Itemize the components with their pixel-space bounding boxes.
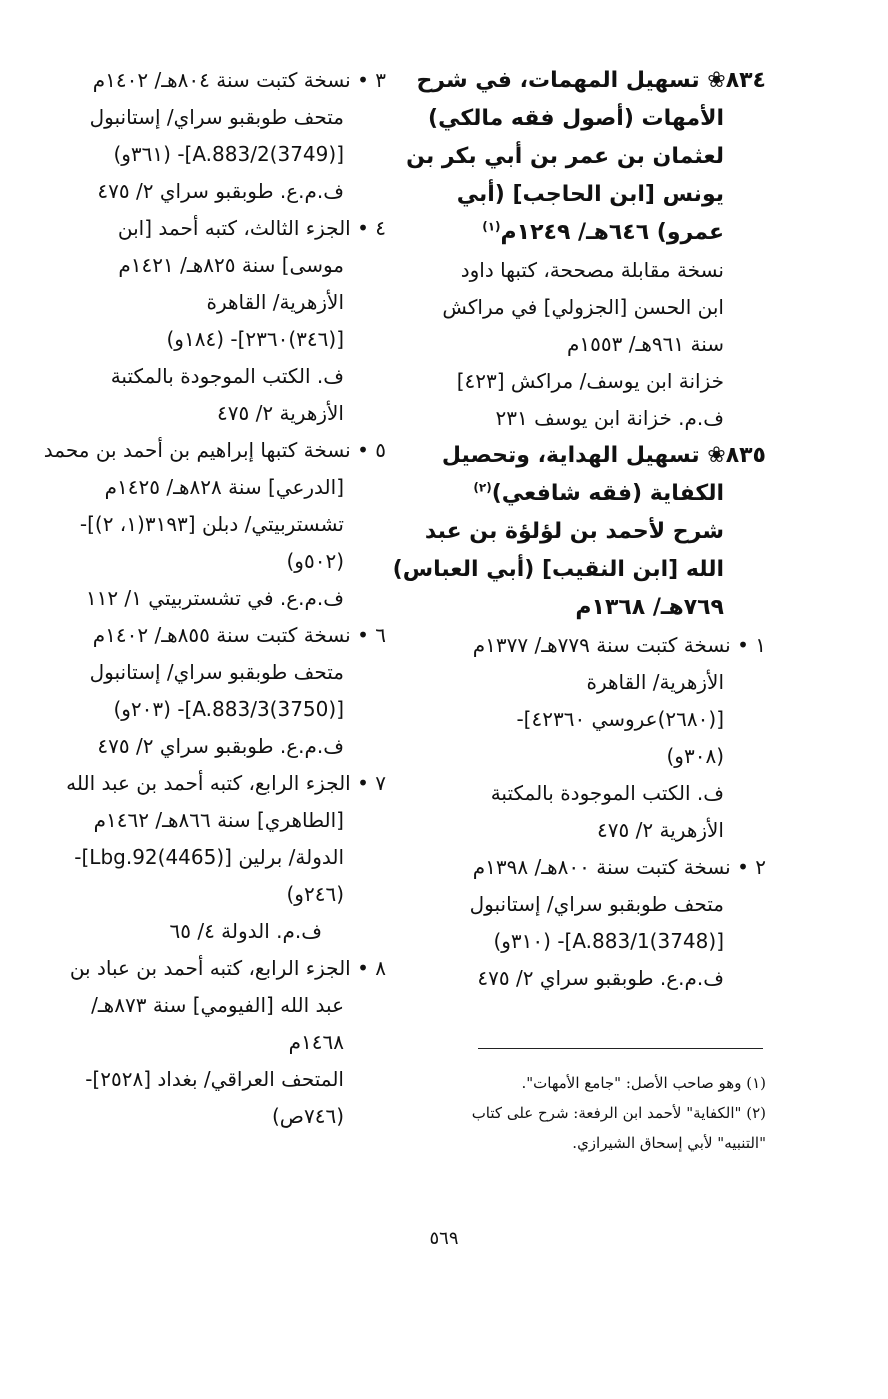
copy-line: موسى] سنة ٨٢٥هـ/ ١٤٢١م <box>118 253 344 277</box>
entry-835-copy-2 <box>440 849 766 997</box>
left-column <box>36 62 386 1135</box>
copy-6 <box>36 617 386 765</box>
entry-834-line-4: يونس [ابن الحاجب] (أبي <box>456 182 724 207</box>
footnote-ref-1: (١) <box>482 219 501 234</box>
copy-line: (٢٤٦و) <box>286 882 344 906</box>
copy-line: [(٢٦٨٠)عروسي ٤٢٣٦٠]- <box>516 707 724 731</box>
page-number: ٥٦٩ <box>429 1228 459 1249</box>
entry-834-copy-1 <box>440 252 766 437</box>
copy-line: الدولة/ برلين [(4465)Lbg.92]- <box>74 845 344 869</box>
footnote-1: (١) وهو صاحب الأصل: "جامع الأمهات". <box>521 1074 766 1092</box>
copy-line: [(3750)A.883/3]- (٢٠٣و) <box>113 697 344 721</box>
entry-835-line-1: ٨٣٥❀ تسهيل الهداية، وتحصيل <box>441 443 766 468</box>
copy-line: عبد الله [الفيومي] سنة ٨٧٣هـ/ <box>91 993 344 1017</box>
copy-line: (٣٠٨و) <box>666 744 724 768</box>
copy-line: ١٤٦٨م <box>288 1030 344 1054</box>
copy-line: ف.م. خزانة ابن يوسف ٢٣١ <box>495 406 724 430</box>
copy-line: المتحف العراقي/ بغداد [٢٥٢٨]- <box>85 1067 344 1091</box>
entry-834-line-1: ٨٣٤❀ تسهيل المهمات، في شرح <box>416 68 766 93</box>
copy-line: ٨ • الجزء الرابع، كتبه أحمد بن عباد بن <box>69 956 386 980</box>
entry-835 <box>392 437 766 627</box>
copy-line: [الدرعي] سنة ٨٢٨هـ/ ١٤٢٥م <box>104 475 344 499</box>
copy-line: ف. الكتب الموجودة بالمكتبة <box>490 781 724 805</box>
copy-line: ١ • نسخة كتبت سنة ٧٧٩هـ/ ١٣٧٧م <box>472 633 766 657</box>
copy-4 <box>36 210 386 432</box>
entry-835-line-5: ٧٦٩هـ/ ١٣٦٨م <box>575 595 724 620</box>
copy-line: تشستربيتي/ دبلن [٣١٩٣(١، ٢)]- <box>79 512 344 536</box>
copy-line: [(3749)A.883/2]- (٣٦١و) <box>113 142 344 166</box>
entry-834-line-3: لعثمان بن عمر بن أبي بكر بن <box>406 144 724 169</box>
copy-line: الأزهرية ٢/ ٤٧٥ <box>597 818 724 842</box>
entry-835-line-2: الكفاية (فقه شافعي)$^{(٢)}$ <box>473 480 724 506</box>
entry-834 <box>406 62 766 252</box>
copy-line: [الطاهري] سنة ٨٦٦هـ/ ١٤٦٢م <box>93 808 344 832</box>
copy-line: خزانة ابن يوسف/ مراكش [٤٢٣] <box>456 369 724 393</box>
copy-line: ٣ • نسخة كتبت سنة ٨٠٤هـ/ ١٤٠٢م <box>92 68 386 92</box>
copy-line: الأزهرية/ القاهرة <box>586 670 724 694</box>
copy-line: متحف طوبقبو سراي/ إستانبول <box>469 892 724 916</box>
copy-7 <box>36 765 386 950</box>
copy-line: (٧٤٦ص) <box>271 1104 344 1128</box>
copy-line: ٦ • نسخة كتبت سنة ٨٥٥هـ/ ١٤٠٢م <box>92 623 386 647</box>
copy-3 <box>36 62 386 210</box>
copy-line: ف.م.ع. في تشستربيتي ١/ ١١٢ <box>85 586 344 610</box>
copy-5 <box>36 432 386 617</box>
copy-line: الأزهرية/ القاهرة <box>206 290 344 314</box>
copy-line: ف. الكتب الموجودة بالمكتبة <box>110 364 344 388</box>
footnotes <box>440 1068 766 1158</box>
copy-line: ٤ • الجزء الثالث، كتبه أحمد [ابن <box>117 216 386 240</box>
copy-line: ف.م.ع. طوبقبو سراي ٢/ ٤٧٥ <box>477 966 724 990</box>
copy-line: ابن الحسن [الجزولي] في مراكش <box>442 295 724 319</box>
copy-line: نسخة مقابلة مصححة، كتبها داود <box>460 258 724 282</box>
copy-line: سنة ٩٦١هـ/ ١٥٥٣م <box>567 332 724 356</box>
copy-line: ٧ • الجزء الرابع، كتبه أحمد بن عبد الله <box>66 771 386 795</box>
footnote-ref-2: (٢) <box>473 480 492 495</box>
copy-line: (٥٠٢و) <box>286 549 344 573</box>
entry-835-line-4: الله [ابن النقيب] (أبي العباس) <box>392 557 724 582</box>
copy-line: ف.م.ع. طوبقبو سراي ٢/ ٤٧٥ <box>97 179 344 203</box>
copy-line: ٥ • نسخة كتبها إبراهيم بن أحمد بن محمد <box>43 438 386 462</box>
footnote-divider <box>478 1048 763 1049</box>
footnote-2: (٢) "الكفاية" لأحمد ابن الرفعة: شرح على كتاب <box>471 1104 766 1122</box>
entry-835-line-3: شرح لأحمد بن لؤلؤة بن عبد <box>424 519 724 544</box>
entry-834-line-5: عمرو) ٦٤٦هـ/ ١٢٤٩م$^{(١)}$ <box>482 219 724 245</box>
copy-line: متحف طوبقبو سراي/ إستانبول <box>89 105 344 129</box>
copy-line: ف.م. الدولة ٤/ ٦٥ <box>169 919 322 943</box>
entry-834-line-2: الأمهات (أصول فقه مالكي) <box>428 106 724 131</box>
entry-835-copy-1 <box>440 627 766 849</box>
copy-line: [(3748)A.883/1]- (٣١٠و) <box>493 929 724 953</box>
copy-line: ف.م.ع. طوبقبو سراي ٢/ ٤٧٥ <box>97 734 344 758</box>
copy-line: ٢ • نسخة كتبت سنة ٨٠٠هـ/ ١٣٩٨م <box>472 855 766 879</box>
copy-line: الأزهرية ٢/ ٤٧٥ <box>217 401 344 425</box>
right-column <box>392 62 766 997</box>
copy-8 <box>36 950 386 1135</box>
copy-line: [(٣٤٦)٢٣٦٠]- (١٨٤و) <box>166 327 344 351</box>
footnote-2-continued: "التنبيه" لأبي إسحاق الشيرازي. <box>572 1134 766 1152</box>
copy-line: متحف طوبقبو سراي/ إستانبول <box>89 660 344 684</box>
